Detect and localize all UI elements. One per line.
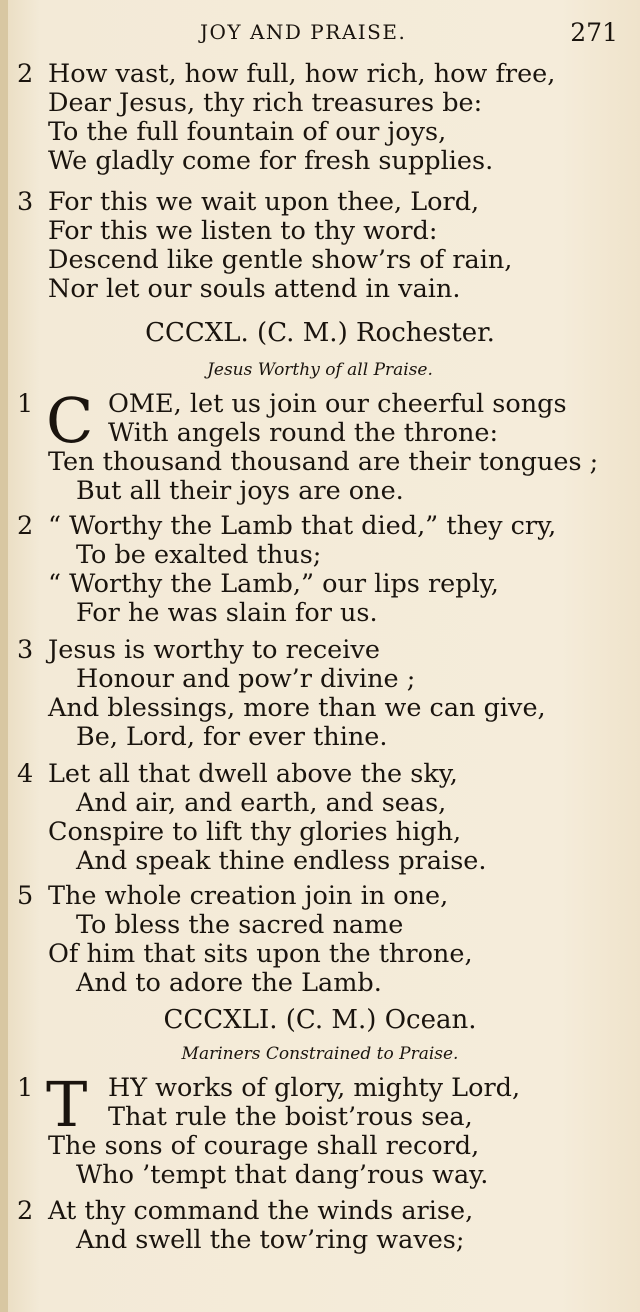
verse-line: That rule the boist’rous sea,	[108, 1102, 473, 1132]
verse-line: “ Worthy the Lamb that died,” they cry,	[48, 511, 557, 541]
stanza	[0, 512, 640, 628]
verse-line: At thy command the winds arise,	[48, 1196, 474, 1226]
stanza	[0, 760, 640, 876]
stanza	[0, 1068, 640, 1190]
verse-line: “ Worthy the Lamb,” our lips reply,	[48, 569, 499, 599]
verse-line: Descend like gentle show’rs of rain,	[48, 245, 513, 275]
stanza	[0, 636, 640, 752]
stanza-number: 2	[17, 59, 34, 89]
verse-line: Honour and pow’r divine ;	[76, 664, 416, 694]
hymn-title: CCCXL. (C. M.) Rochester.	[145, 318, 495, 348]
hymn-subtitle: Jesus Worthy of all Praise.	[207, 360, 433, 380]
verse-line: The whole creation join in one,	[48, 881, 449, 911]
verse-line: Dear Jesus, thy rich treasures be:	[48, 88, 483, 118]
verse-line: And swell the tow’ring waves;	[76, 1225, 465, 1255]
stanza-number: 1	[17, 389, 34, 419]
verse-line: To the full fountain of our joys,	[48, 117, 447, 147]
running-title: JOY AND PRAISE.	[200, 20, 407, 44]
verse-line: Ten thousand thousand are their tongues ;	[48, 447, 599, 477]
drop-cap: C	[46, 384, 94, 457]
verse-line: For he was slain for us.	[76, 598, 378, 628]
verse-line: Who ’tempt that dang’rous way.	[76, 1160, 489, 1190]
stanza-number: 1	[17, 1073, 34, 1103]
verse-line: And blessings, more than we can give,	[48, 693, 546, 723]
verse-line: And to adore the Lamb.	[76, 968, 382, 998]
verse-line: HY works of glory, mighty Lord,	[108, 1073, 521, 1103]
verse-line: For this we wait upon thee, Lord,	[48, 187, 480, 217]
verse-line: Conspire to lift thy glories high,	[48, 817, 462, 847]
verse-line: Be, Lord, for ever thine.	[76, 722, 388, 752]
verse-line: Let all that dwell above the sky,	[48, 759, 458, 789]
verse-line: To be exalted thus;	[76, 540, 322, 570]
stanza-number: 2	[17, 1196, 34, 1226]
stanza-number: 3	[17, 187, 34, 217]
drop-cap: T	[46, 1068, 88, 1141]
verse-line: But all their joys are one.	[76, 476, 404, 506]
stanza	[0, 384, 640, 506]
verse-line: With angels round the throne:	[108, 418, 499, 448]
stanza	[0, 882, 640, 998]
verse-line: And air, and earth, and seas,	[76, 788, 447, 818]
verse-line: Nor let our souls attend in vain.	[48, 274, 461, 304]
page-header	[0, 18, 640, 50]
hymn-title: CCCXLI. (C. M.) Ocean.	[163, 1005, 477, 1035]
stanza	[0, 1197, 640, 1255]
hymn-subtitle: Mariners Constrained to Praise.	[181, 1044, 459, 1064]
verse-line: For this we listen to thy word:	[48, 216, 438, 246]
stanza-number: 4	[17, 759, 34, 789]
verse-line: Of him that sits upon the throne,	[48, 939, 473, 969]
stanza-number: 3	[17, 635, 34, 665]
verse-line: To bless the sacred name	[76, 910, 404, 940]
stanza-number: 5	[17, 881, 34, 911]
page-number: 271	[570, 18, 618, 47]
verse-line: Jesus is worthy to receive	[48, 635, 380, 665]
stanza-number: 2	[17, 511, 34, 541]
stanza	[0, 60, 640, 176]
verse-line: The sons of courage shall record,	[48, 1131, 480, 1161]
verse-line: OME, let us join our cheerful songs	[108, 389, 567, 419]
verse-line: We gladly come for fresh supplies.	[48, 146, 494, 176]
verse-line: And speak thine endless praise.	[76, 846, 487, 876]
verse-line: How vast, how full, how rich, how free,	[48, 59, 556, 89]
stanza	[0, 188, 640, 304]
